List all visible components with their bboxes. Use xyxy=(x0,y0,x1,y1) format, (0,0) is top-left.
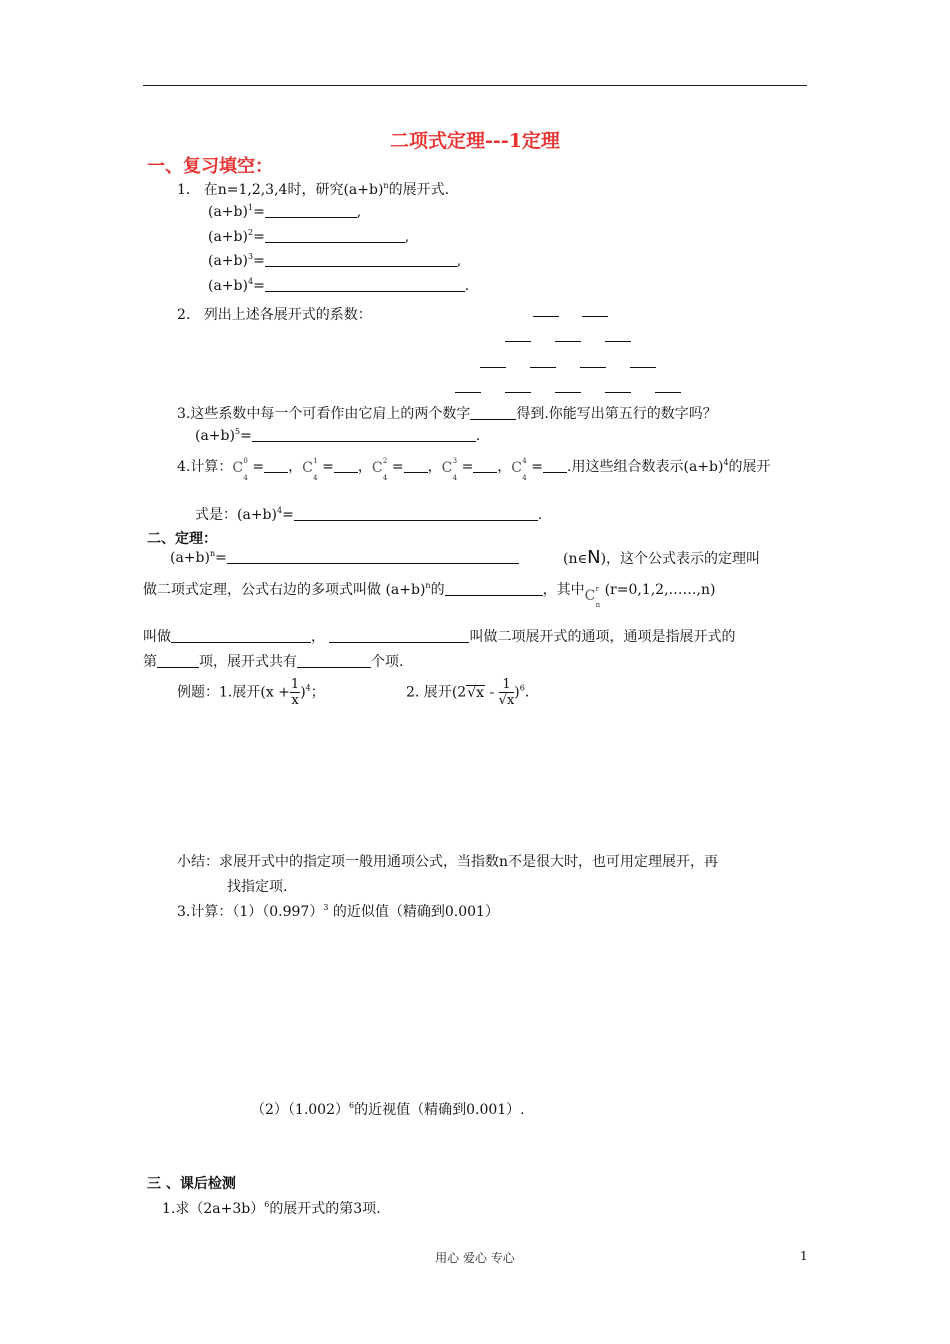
pascal-blank[interactable] xyxy=(582,316,608,317)
pascal-blank[interactable] xyxy=(555,392,581,393)
q1-row-4 xyxy=(208,278,469,294)
q2-text: 列出上述各展开式的系数： xyxy=(203,307,372,323)
comb-c40: C 0 4 xyxy=(232,457,248,482)
header-rule xyxy=(143,85,807,86)
q1-row-1 xyxy=(208,204,361,220)
section-2-heading: 二、定理： xyxy=(147,531,217,547)
section-1-heading: 一、复习填空： xyxy=(147,156,273,177)
sqrt-icon: √x xyxy=(467,684,485,701)
theorem-line-3: 叫做 ， 叫做二项展开式的通项，通项是指展开式的 xyxy=(143,629,736,645)
sec3-q1: 1.求$(2a+3b)^6$的展开式的第3项. xyxy=(162,1200,381,1217)
q3-line xyxy=(177,403,717,423)
pascal-blank[interactable] xyxy=(533,316,559,317)
q1-num: 1. xyxy=(177,182,191,198)
answer-blank[interactable] xyxy=(227,551,519,564)
theorem-line-1: $(a+b)^n=$ xyxy=(170,550,519,566)
q3-expr-base: (a+b) xyxy=(195,428,235,444)
q1-text: 在n=1,2,3,4时，研究(a+b) xyxy=(203,182,384,198)
summary-line-2: 找指定项. xyxy=(227,879,288,895)
pascal-blank[interactable] xyxy=(655,392,681,393)
answer-blank[interactable] xyxy=(543,460,567,473)
answer-blank[interactable] xyxy=(445,583,543,596)
pascal-blank[interactable] xyxy=(530,367,556,368)
q3-expr xyxy=(195,428,480,444)
q1-tail: 的展开式. xyxy=(388,182,450,198)
pascal-blank[interactable] xyxy=(505,392,531,393)
q4-tail: .用这些组合数表示(a+b) xyxy=(567,459,724,475)
q2-num: 2. xyxy=(177,307,191,323)
row-eq: = xyxy=(253,229,265,245)
row-exp: 1 xyxy=(247,203,254,212)
footer-text: 用心 爱心 专心 xyxy=(435,1251,515,1265)
answer-blank[interactable] xyxy=(404,460,428,473)
row-eq: = xyxy=(253,204,265,220)
answer-blank[interactable] xyxy=(171,630,311,643)
calc-2: $(2)(1.002)^6$的近视值（精确到0.001）. xyxy=(251,1101,525,1118)
answer-blank[interactable] xyxy=(157,655,199,668)
page-title: 二项式定理---1定理 xyxy=(390,130,560,152)
q3-text: 3.这些系数中每一个可看作由它肩上的两个数字 xyxy=(177,406,471,422)
comb-c42: C 2 4 xyxy=(371,457,388,482)
pascal-blank[interactable] xyxy=(505,341,531,342)
q4-line: 4.计算： C 0 4 = ， C 1 4 = ， C 2 4 = ， C 3 4 = ， C 4 4 = .用这些组合数表示$(a+b)^4$的展开 xyxy=(177,457,771,482)
q3-tail: 得到.你能写出第五行的数字吗？ xyxy=(516,406,717,422)
theorem-line-2: 做二项式定理，公式右边的多项式叫做 $(a+b)^n$的 ，其中 C r n (r=0,1,2,……,n) xyxy=(143,581,716,609)
example-2: 2. 展开(2√x - $\frac{1}{√x}$ )$^6$. xyxy=(406,677,530,708)
row-end: , xyxy=(356,204,362,220)
row-base: (a+b) xyxy=(208,278,248,294)
answer-blank[interactable] xyxy=(265,205,357,218)
comb-c41: C 1 4 xyxy=(302,457,318,482)
theorem-line-4: 第 项，展开式共有 个项. xyxy=(143,654,404,670)
answer-blank[interactable] xyxy=(264,460,288,473)
pascal-blank[interactable] xyxy=(555,341,581,342)
answer-blank[interactable] xyxy=(297,655,371,668)
section-3-heading: 三 、课后检测 xyxy=(147,1176,236,1192)
q1-line xyxy=(177,179,449,199)
comb-c43: C 3 4 xyxy=(441,457,458,482)
row-base: (a+b) xyxy=(208,253,248,269)
pascal-blank[interactable] xyxy=(605,392,631,393)
q3-eq: = xyxy=(240,428,252,444)
q1-row-3 xyxy=(208,253,461,269)
page-number: 1 xyxy=(800,1249,808,1263)
comb-cnr: C r n xyxy=(584,585,601,609)
answer-blank[interactable] xyxy=(252,429,476,442)
q2-line xyxy=(177,304,372,324)
answer-blank[interactable] xyxy=(470,407,516,420)
q4-line2-text: 式是：(a+b) xyxy=(195,507,277,523)
summary-line-1: 小结：求展开式中的指定项一般用通项公式，当指数n不是很大时，也可用定理展开，再 xyxy=(177,854,719,870)
answer-blank[interactable] xyxy=(265,230,405,243)
answer-blank[interactable] xyxy=(265,254,457,267)
pascal-blank[interactable] xyxy=(455,392,481,393)
q3-end: . xyxy=(475,428,481,444)
row-exp: 3 xyxy=(247,252,254,261)
q4-text: 4.计算： xyxy=(177,459,233,475)
fraction: $\frac{1}{√x}$ xyxy=(498,677,515,708)
pascal-blank[interactable] xyxy=(480,367,506,368)
row-end: . xyxy=(464,278,470,294)
q4-tail2: 的展开 xyxy=(728,459,771,475)
answer-blank[interactable] xyxy=(294,508,538,521)
answer-blank[interactable] xyxy=(329,630,469,643)
answer-blank[interactable] xyxy=(334,460,358,473)
comb-c44: C 4 4 xyxy=(511,457,527,482)
answer-blank[interactable] xyxy=(473,460,497,473)
pascal-blank[interactable] xyxy=(580,367,606,368)
pascal-blank[interactable] xyxy=(605,341,631,342)
q3-exp: 5 xyxy=(234,427,241,436)
row-eq: = xyxy=(253,278,265,294)
theorem-line-1b: (n∈N)，这个公式表示的定理叫 xyxy=(563,547,761,568)
row-eq: = xyxy=(253,253,265,269)
q1-exp: n xyxy=(383,181,389,190)
calc-1: 3.计算：$(1)(0.997)^3$ 的近似值（精确到0.001） xyxy=(177,903,499,920)
row-exp: 4 xyxy=(247,277,254,286)
row-base: (a+b) xyxy=(208,204,248,220)
row-base: (a+b) xyxy=(208,229,248,245)
fraction: $\frac{1}{x}$ xyxy=(290,677,300,708)
q4-line2: 式是：$(a+b)^4=$ . xyxy=(195,506,543,523)
answer-blank[interactable] xyxy=(265,279,465,292)
row-exp: 2 xyxy=(247,228,254,237)
example-1: 例题：1.展开(x + $\frac{1}{x}$ )$^4$； xyxy=(177,677,325,708)
q1-row-2 xyxy=(208,229,409,245)
pascal-blank[interactable] xyxy=(630,367,656,368)
row-end: , xyxy=(456,253,462,269)
row-end: , xyxy=(404,229,410,245)
